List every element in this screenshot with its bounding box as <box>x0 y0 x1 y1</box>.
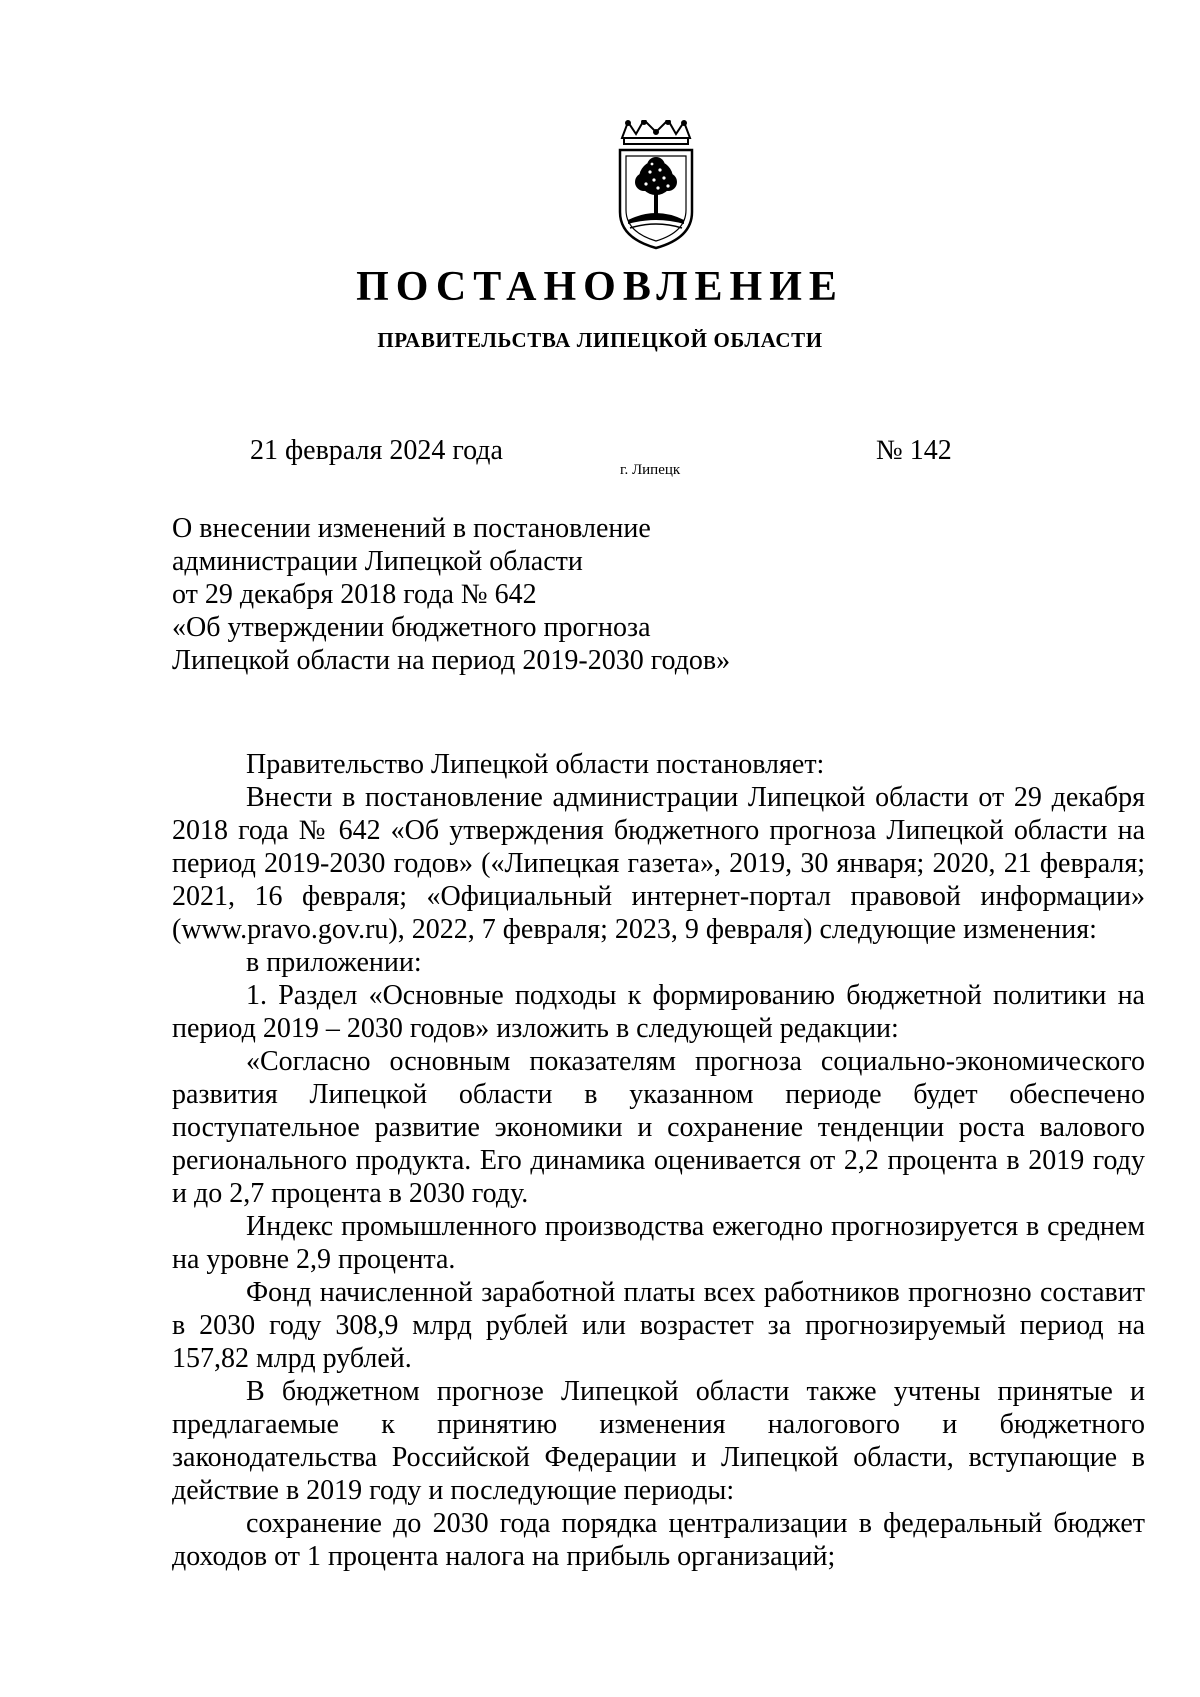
document-subject-line: О внесении изменений в постановление <box>172 513 651 544</box>
body-paragraph: 1. Раздел «Основные подходы к формированию бюджетной политики на период 2019 – 2030 годов» изложить в следующей редакции: <box>172 980 1145 1044</box>
document-subject-line: Липецкой области на период 2019-2030 годов» <box>172 645 731 676</box>
body-paragraph: В бюджетном прогнозе Липецкой области также учтены принятые и предлагаемые к принятию изменения налогового и бюджетного законодательства Российской Федерации и Липецкой области, вступающие в действие в 2019 году и последующие периоды: <box>172 1376 1145 1506</box>
coat-of-arms-emblem <box>612 120 700 250</box>
body-paragraph: сохранение до 2030 года порядка централизации в федеральный бюджет доходов от 1 процента налога на прибыль организаций; <box>172 1508 1145 1572</box>
body-paragraph: Фонд начисленной заработной платы всех работников прогнозно составит в 2030 году 308,9 млрд рублей или возрастет за прогнозируемый период на 157,82 млрд рублей. <box>172 1277 1145 1374</box>
body-paragraph: в приложении: <box>246 947 422 978</box>
document-date: 21 февраля 2024 года <box>250 435 503 466</box>
body-paragraph: Индекс промышленного производства ежегодно прогнозируется в среднем на уровне 2,9 процента. <box>172 1211 1145 1275</box>
document-subject-line: «Об утверждении бюджетного прогноза <box>172 612 651 643</box>
body-paragraph: Внести в постановление администрации Липецкой области от 29 декабря 2018 года № 642 «Об утверждения бюджетного прогноза Липецкой области на период 2019-2030 годов» («Липецкая газета», 2019, 30 января; 2020, 21 февраля; 2021, 16 февраля; «Официальный интернет-портал правовой информации» (www.pravo.gov.ru), 2022, 7 февраля; 2023, 9 февраля) следующие изменения: <box>172 782 1145 945</box>
body-paragraph: Правительство Липецкой области постановляет: <box>246 749 825 780</box>
document-number: № 142 <box>876 435 952 466</box>
body-paragraph: «Согласно основным показателям прогноза социально-экономического развития Липецкой области в указанном периоде будет обеспечено поступательное развитие экономики и сохранение тенденции роста валового регионального продукта. Его динамика оценивается от 2,2 процента в 2019 году и до 2,7 процента в 2030 году. <box>172 1046 1145 1209</box>
document-subject <box>172 512 730 677</box>
issuing-authority: ПРАВИТЕЛЬСТВА ЛИПЕЦКОЙ ОБЛАСТИ <box>377 328 823 352</box>
document-subject-line: администрации Липецкой области <box>172 546 583 577</box>
document-city: г. Липецк <box>620 462 681 478</box>
document-type-title: ПОСТАНОВЛЕНИЕ <box>356 264 844 310</box>
document-body <box>172 748 1145 1573</box>
document-subject-line: от 29 декабря 2018 года № 642 <box>172 579 537 610</box>
